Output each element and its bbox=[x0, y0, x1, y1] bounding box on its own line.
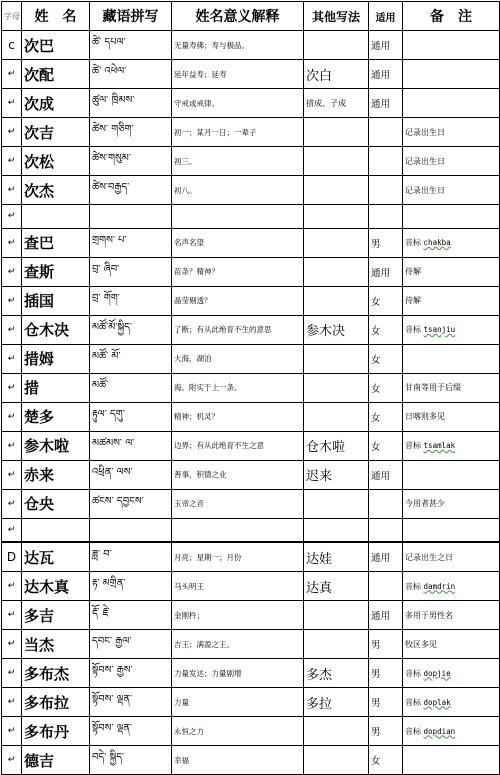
row-name: 多布拉 bbox=[22, 688, 90, 717]
row-note-romanization: chakba bbox=[423, 238, 451, 247]
row-usage: 男 bbox=[369, 688, 403, 717]
tibetan-names-table bbox=[1, 1, 500, 775]
row-name: 查斯 bbox=[22, 257, 90, 286]
row-other-spelling bbox=[304, 286, 369, 315]
row-meaning: 初一；某月一日；一辈子 bbox=[172, 118, 304, 147]
row-note-romanization: dopjie bbox=[423, 668, 451, 678]
row-tibetan-spelling: ཚངས་ དབྱངས་ bbox=[90, 489, 172, 518]
row-mark: ↵ bbox=[2, 60, 22, 89]
header-tibetan: 藏语拼写 bbox=[90, 2, 172, 31]
row-note-romanization: doplak bbox=[423, 697, 451, 707]
row-other-spelling: 达真 bbox=[304, 572, 369, 601]
table-row bbox=[2, 344, 500, 373]
row-note bbox=[403, 60, 500, 89]
row-note bbox=[403, 746, 500, 775]
row-note-romanization: tsamlak bbox=[423, 441, 456, 450]
row-mark: ↵ bbox=[2, 431, 22, 460]
table-row bbox=[2, 688, 500, 717]
table-row bbox=[2, 89, 500, 118]
row-note-text: 记录出生日 bbox=[405, 127, 445, 137]
row-mark: ↵ bbox=[2, 315, 22, 344]
row-name: 当杰 bbox=[22, 630, 90, 659]
header-row bbox=[2, 2, 500, 31]
row-tibetan-spelling: མཚོ་ མོ་ bbox=[90, 344, 172, 373]
row-tibetan-spelling: མཚོ་མོ་སྐྱིད་ bbox=[90, 315, 172, 344]
row-note-romanization: damdrin bbox=[423, 581, 456, 591]
row-tibetan-spelling: ཚེས་གསུམ་ bbox=[90, 147, 172, 176]
row-usage: 男 bbox=[369, 717, 403, 746]
row-usage: 通用 bbox=[369, 460, 403, 489]
row-meaning: 大海，湖泊 bbox=[172, 344, 304, 373]
row-note bbox=[403, 542, 500, 572]
row-name: 楚多 bbox=[22, 402, 90, 431]
row-tibetan-spelling: ཚེས་ གཅིག་ bbox=[90, 118, 172, 147]
row-other-spelling: 措成、子成 bbox=[304, 89, 369, 118]
row-other-spelling bbox=[304, 746, 369, 775]
table-row bbox=[2, 518, 500, 542]
row-note-romanization: dopdian bbox=[423, 726, 456, 736]
row-usage: 女 bbox=[369, 402, 403, 431]
row-tibetan-spelling: འཕྲིན་ ལས་ bbox=[90, 460, 172, 489]
row-usage bbox=[369, 572, 403, 601]
table-row bbox=[2, 147, 500, 176]
row-name bbox=[22, 205, 90, 229]
row-other-spelling bbox=[304, 402, 369, 431]
row-name: 措 bbox=[22, 373, 90, 402]
row-note-text: 今用者甚少 bbox=[405, 499, 445, 508]
row-note bbox=[403, 402, 500, 431]
row-meaning: 初八。 bbox=[172, 176, 304, 205]
row-name: 赤来 bbox=[22, 460, 90, 489]
row-usage: 女 bbox=[369, 431, 403, 460]
header-note: 备 注 bbox=[403, 2, 500, 31]
header-meaning: 姓名意义解释 bbox=[172, 2, 304, 31]
table-row bbox=[2, 460, 500, 489]
row-meaning: 玉帝之音 bbox=[172, 489, 304, 518]
row-usage: 女 bbox=[369, 373, 403, 402]
row-note-text: 音标 bbox=[405, 441, 424, 450]
row-other-spelling: 多杰 bbox=[304, 659, 369, 688]
row-meaning: 金刚杵； bbox=[172, 601, 304, 630]
row-tibetan-spelling: བདེ་ སྐྱིད་ bbox=[90, 746, 172, 775]
row-note-text: 待解 bbox=[405, 267, 421, 276]
row-note bbox=[403, 89, 500, 118]
row-usage: 通用 bbox=[369, 601, 403, 630]
row-tibetan-spelling: ཚེ་ དཔལ་ bbox=[90, 31, 172, 60]
name-table-container bbox=[1, 1, 499, 770]
row-other-spelling bbox=[304, 601, 369, 630]
row-note-text: 多用于男性名 bbox=[405, 610, 453, 620]
header-other: 其他写法 bbox=[304, 2, 369, 31]
row-name: 次杰 bbox=[22, 176, 90, 205]
row-usage bbox=[369, 176, 403, 205]
row-meaning: 月亮；星期一；月份 bbox=[172, 542, 304, 572]
row-note bbox=[403, 659, 500, 688]
row-meaning: 名声名望 bbox=[172, 228, 304, 257]
row-note bbox=[403, 630, 500, 659]
row-usage: 女 bbox=[369, 315, 403, 344]
row-mark: ↵ bbox=[2, 572, 22, 601]
row-mark: c bbox=[2, 31, 22, 60]
table-row bbox=[2, 489, 500, 518]
row-note bbox=[403, 176, 500, 205]
table-row bbox=[2, 176, 500, 205]
header-mark: 字母 bbox=[2, 2, 22, 31]
table-row bbox=[2, 630, 500, 659]
row-name: 多吉 bbox=[22, 601, 90, 630]
row-other-spelling: 参木决 bbox=[304, 315, 369, 344]
row-tibetan-spelling: བྲ་ ཞིབ་ bbox=[90, 257, 172, 286]
row-other-spelling bbox=[304, 228, 369, 257]
row-name: 次成 bbox=[22, 89, 90, 118]
table-row bbox=[2, 431, 500, 460]
row-name: 次配 bbox=[22, 60, 90, 89]
row-other-spelling bbox=[304, 630, 369, 659]
row-mark: ↵ bbox=[2, 228, 22, 257]
row-note bbox=[403, 688, 500, 717]
row-note bbox=[403, 31, 500, 60]
row-other-spelling bbox=[304, 518, 369, 542]
row-name: 仓央 bbox=[22, 489, 90, 518]
row-name bbox=[22, 518, 90, 542]
row-name: 德吉 bbox=[22, 746, 90, 775]
table-row bbox=[2, 286, 500, 315]
row-mark: ↵ bbox=[2, 118, 22, 147]
row-usage: 男 bbox=[369, 228, 403, 257]
row-note-text: 日喀则多见 bbox=[405, 412, 445, 421]
row-meaning: 晶莹剔透？ bbox=[172, 286, 304, 315]
row-tibetan-spelling: རྡོ་ རྗེ་ bbox=[90, 601, 172, 630]
row-name: 次巴 bbox=[22, 31, 90, 60]
row-other-spelling bbox=[304, 147, 369, 176]
row-usage bbox=[369, 118, 403, 147]
row-meaning: 了断；有从此绝育不生的意思 bbox=[172, 315, 304, 344]
row-note bbox=[403, 228, 500, 257]
row-note bbox=[403, 431, 500, 460]
row-tibetan-spelling: ཟླ་ བ་ bbox=[90, 542, 172, 572]
row-other-spelling bbox=[304, 31, 369, 60]
row-tibetan-spelling: རྟུལ་ དགུ་ bbox=[90, 402, 172, 431]
row-usage: 女 bbox=[369, 746, 403, 775]
table-row bbox=[2, 373, 500, 402]
table-row bbox=[2, 60, 500, 89]
row-note bbox=[403, 460, 500, 489]
row-meaning bbox=[172, 205, 304, 229]
header-name: 姓 名 bbox=[22, 2, 90, 31]
table-row bbox=[2, 257, 500, 286]
row-note-text: 记录出生之日 bbox=[405, 552, 453, 562]
row-mark: ↵ bbox=[2, 746, 22, 775]
row-mark: ↵ bbox=[2, 630, 22, 659]
row-note bbox=[403, 489, 500, 518]
header-usage: 适用 bbox=[369, 2, 403, 31]
row-usage: 通用 bbox=[369, 89, 403, 118]
row-note-text: 牧区多见 bbox=[405, 639, 437, 649]
row-note bbox=[403, 344, 500, 373]
row-mark: ↵ bbox=[2, 257, 22, 286]
row-tibetan-spelling: ཚེས་བརྒྱད་ bbox=[90, 176, 172, 205]
row-mark: ↵ bbox=[2, 89, 22, 118]
row-tibetan-spelling: མཚམས་ ལ་ bbox=[90, 431, 172, 460]
row-usage: 男 bbox=[369, 659, 403, 688]
row-tibetan-spelling: མཚོ་ bbox=[90, 373, 172, 402]
row-name: 多布杰 bbox=[22, 659, 90, 688]
row-usage: 通用 bbox=[369, 31, 403, 60]
table-row bbox=[2, 118, 500, 147]
row-usage bbox=[369, 147, 403, 176]
row-name: 达木真 bbox=[22, 572, 90, 601]
row-usage: 通用 bbox=[369, 542, 403, 572]
row-usage: 男 bbox=[369, 630, 403, 659]
row-other-spelling bbox=[304, 176, 369, 205]
row-note bbox=[403, 373, 500, 402]
table-row bbox=[2, 572, 500, 601]
row-mark: ↵ bbox=[2, 147, 22, 176]
row-mark: ↵ bbox=[2, 460, 22, 489]
row-note-text: 音标 bbox=[405, 726, 424, 736]
row-tibetan-spelling: ཚེ་ འཕེལ་ bbox=[90, 60, 172, 89]
row-usage: 通用 bbox=[369, 257, 403, 286]
row-mark: ↵ bbox=[2, 286, 22, 315]
row-meaning: 吉王；满盈之王。 bbox=[172, 630, 304, 659]
row-other-spelling bbox=[304, 344, 369, 373]
row-note-text: 音标 bbox=[405, 325, 424, 334]
table-row bbox=[2, 315, 500, 344]
row-other-spelling bbox=[304, 489, 369, 518]
row-name: 达瓦 bbox=[22, 542, 90, 572]
row-other-spelling: 多拉 bbox=[304, 688, 369, 717]
row-usage bbox=[369, 205, 403, 229]
row-other-spelling bbox=[304, 205, 369, 229]
row-note-text: 音标 bbox=[405, 238, 424, 247]
row-note bbox=[403, 518, 500, 542]
row-tibetan-spelling bbox=[90, 518, 172, 542]
row-note-text: 甘南等用于后缀 bbox=[405, 383, 461, 392]
row-note bbox=[403, 118, 500, 147]
table-row bbox=[2, 717, 500, 746]
row-usage bbox=[369, 489, 403, 518]
row-note bbox=[403, 572, 500, 601]
row-meaning: 边界；有从此绝育不生之意 bbox=[172, 431, 304, 460]
row-mark: ↵ bbox=[2, 518, 22, 542]
row-other-spelling: 迟来 bbox=[304, 460, 369, 489]
row-note-text: 音标 bbox=[405, 697, 424, 707]
row-meaning: 善事，积德之业 bbox=[172, 460, 304, 489]
row-mark: ↵ bbox=[2, 205, 22, 229]
row-meaning: 无量寿佛；寿与极品。 bbox=[172, 31, 304, 60]
row-meaning: 苗条？精神？ bbox=[172, 257, 304, 286]
row-name: 多布丹 bbox=[22, 717, 90, 746]
row-note bbox=[403, 717, 500, 746]
row-note bbox=[403, 205, 500, 229]
row-note bbox=[403, 601, 500, 630]
row-tibetan-spelling: རྟ་ མགྲིན་ bbox=[90, 572, 172, 601]
row-note-text: 记录出生日 bbox=[405, 156, 445, 166]
row-meaning: 精神；机灵？ bbox=[172, 402, 304, 431]
table-row bbox=[2, 205, 500, 229]
row-other-spelling: 次白 bbox=[304, 60, 369, 89]
row-meaning: 幸福 bbox=[172, 746, 304, 775]
row-note bbox=[403, 315, 500, 344]
row-other-spelling: 仓木啦 bbox=[304, 431, 369, 460]
row-mark: ↵ bbox=[2, 373, 22, 402]
row-note bbox=[403, 147, 500, 176]
table-row bbox=[2, 601, 500, 630]
row-note-text: 音标 bbox=[405, 581, 424, 591]
row-mark: ↵ bbox=[2, 601, 22, 630]
row-tibetan-spelling: སྟོབས་ རྒྱས་ bbox=[90, 659, 172, 688]
table-row bbox=[2, 228, 500, 257]
table-row bbox=[2, 402, 500, 431]
row-usage: 女 bbox=[369, 286, 403, 315]
row-note bbox=[403, 286, 500, 315]
row-tibetan-spelling: བྲ་ གོག་ bbox=[90, 286, 172, 315]
row-tibetan-spelling: སྟོབས་ ལྡན་ bbox=[90, 717, 172, 746]
row-mark: D bbox=[2, 542, 22, 572]
row-tibetan-spelling bbox=[90, 205, 172, 229]
row-note-text: 音标 bbox=[405, 668, 424, 678]
row-mark: ↵ bbox=[2, 489, 22, 518]
table-body bbox=[2, 31, 500, 775]
row-meaning: 海。附实于上一条。 bbox=[172, 373, 304, 402]
row-other-spelling bbox=[304, 118, 369, 147]
row-note-text: 待解 bbox=[405, 296, 421, 305]
row-other-spelling bbox=[304, 717, 369, 746]
row-name: 查巴 bbox=[22, 228, 90, 257]
row-name: 参木啦 bbox=[22, 431, 90, 460]
row-usage: 女 bbox=[369, 344, 403, 373]
row-meaning: 守戒或戒律。 bbox=[172, 89, 304, 118]
table-row bbox=[2, 746, 500, 775]
row-other-spelling bbox=[304, 257, 369, 286]
table-row bbox=[2, 659, 500, 688]
row-name: 措姆 bbox=[22, 344, 90, 373]
row-usage bbox=[369, 518, 403, 542]
row-tibetan-spelling: སྟོབས་ ལྡན་ bbox=[90, 688, 172, 717]
row-mark: ↵ bbox=[2, 176, 22, 205]
row-mark: ↵ bbox=[2, 717, 22, 746]
row-name: 次吉 bbox=[22, 118, 90, 147]
row-meaning: 永恒之力 bbox=[172, 717, 304, 746]
row-usage: 通用 bbox=[369, 60, 403, 89]
row-name: 仓木决 bbox=[22, 315, 90, 344]
row-meaning bbox=[172, 518, 304, 542]
row-meaning: 力量发达；力量剧增 bbox=[172, 659, 304, 688]
row-meaning: 延年益寿；延寿 bbox=[172, 60, 304, 89]
row-note-text: 记录出生日 bbox=[405, 185, 445, 195]
row-mark: ↵ bbox=[2, 344, 22, 373]
table-row bbox=[2, 31, 500, 60]
row-note-romanization: tsanjiu bbox=[423, 325, 456, 334]
table-row bbox=[2, 542, 500, 572]
row-meaning: 马头明王 bbox=[172, 572, 304, 601]
row-name: 插国 bbox=[22, 286, 90, 315]
row-mark: ↵ bbox=[2, 402, 22, 431]
row-meaning: 初三。 bbox=[172, 147, 304, 176]
row-tibetan-spelling: ཚུལ་ ཁྲིམས་ bbox=[90, 89, 172, 118]
row-meaning: 力量 bbox=[172, 688, 304, 717]
row-note bbox=[403, 257, 500, 286]
row-name: 次松 bbox=[22, 147, 90, 176]
row-mark: ↵ bbox=[2, 688, 22, 717]
row-other-spelling: 达娃 bbox=[304, 542, 369, 572]
row-tibetan-spelling: དབང་ རྒྱལ་ bbox=[90, 630, 172, 659]
row-other-spelling bbox=[304, 373, 369, 402]
row-mark: ↵ bbox=[2, 659, 22, 688]
row-tibetan-spelling: གྲགས་ པ་ bbox=[90, 228, 172, 257]
